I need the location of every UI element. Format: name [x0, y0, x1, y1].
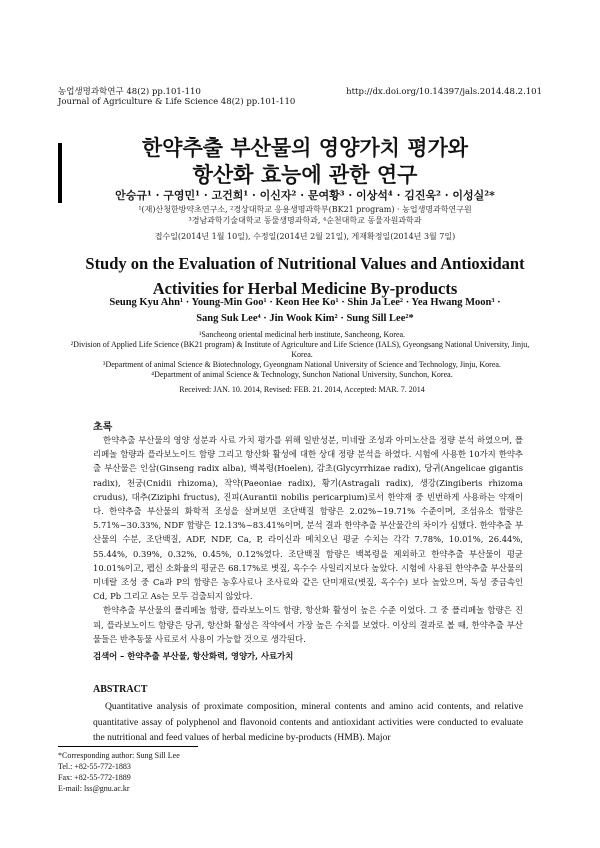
english-abstract-para1: Quantitative analysis of proximate composition, mineral contents and amino acid contents, and relative quantitative assay of polyphenol and flavonoid contents and antioxidant activities were conducted to evaluate the nutritional and feed values of herbal medicine by-products (HMB). Major [93, 701, 523, 744]
korean-keywords: 검색어 – 한약추출 부산물, 항산화력, 영양가, 사료가치 [93, 651, 294, 661]
footnote-tel: Tel.: +82-55-772-1883 [58, 762, 131, 771]
korean-abstract-body [93, 433, 523, 646]
english-dates: Received: JAN. 10. 2014, Revised: FEB. 21. 2014, Accepted: MAR. 7. 2014 [179, 385, 425, 394]
english-title-line1: Study on the Evaluation of Nutritional Values and Antioxidant [85, 254, 525, 273]
korean-authors: 안승규¹ · 구영민¹ · 고건희¹ · 이신자² · 문여황³ · 이상석⁴ · 김진욱² · 이성실²* [115, 189, 495, 202]
korean-abstract-heading: 초록 [93, 422, 113, 433]
english-affiliation-2: ²Division of Applied Life Science (BK21 program) & Institute of Agriculture and Life Science (IALS), Gyeongsang National University, Jinju, [70, 340, 530, 349]
footnote-fax: Fax: +82-55-772-1889 [58, 773, 131, 782]
english-affiliation-1: ¹Sancheong oriental medicinal herb institute, Sancheong, Korea. [198, 330, 406, 339]
doi-link[interactable]: http://dx.doi.org/10.14397/jals.2014.48.2.101 [346, 87, 542, 97]
english-affiliation-3: ³Department of animal Science & Biotechnology, Gyeongnam National University of Science and Technology, Jinju, Korea. [103, 360, 501, 369]
english-abstract-heading: ABSTRACT [93, 684, 148, 695]
english-authors-line1: Seung Kyu Ahn¹ · Young-Min Goo¹ · Keon Hee Ko¹ · Shin Ja Lee² · Yea Hwang Moon³ · [109, 297, 501, 308]
footnote-corresponding: *Corresponding author: Sung Sill Lee [58, 751, 180, 760]
english-affiliation-2-cont: Korea. [291, 350, 313, 359]
korean-abstract-para1: 한약추출 부산물의 영양 성분과 사료 가치 평가를 위해 일반성분, 미네랄 조성과 아미노산을 정량 분석 하였으며, 폴리페놀 함량과 플라보노이드 함량 그리고 항산화 활성에 대한 상대 정량 분석을 하였다. 시험에 사용한 10가지 한약추출 부산물은 인삼(Ginseng radix alba), 백복령(Hoelen), 감초(Glycyrrhizae radix), 당귀(Angelicae gigantis radix), 천궁(Cnidii rhizoma), 작약(Paeoniae radix), 황기(Astragali radix), 생강(Zingiberis rhizoma crudus), 대추(Ziziphi fructus), 진피(Aurantii nobilis pericarpium)로서 한약재 중 빈번하게 사용하는 약재이다. 한약추출 부산물의 화학적 조성을 살펴보면 조단백질 함량은 2.02%~19.71% 수준이며, 조섬유소 함량은 5.71%~30.33%, NDF 함량은 12.13%~83.41%이며, 분석 결과 한약추출 부산물간의 차이가 심했다. 한약추출 부산물의 수분, 조단백질, ADF, NDF, Ca, P, 라이신과 메치오닌 평균 수치는 각각 7.78%, 10.01%, 26.44%, 55.44%, 0.39%, 0.32%, 0.45%, 0.12%였다. 조단백질 함량은 백복령을 제외하고 한약추출 부산물이 평균 10.01%이고, 펩신 소화율의 평균은 68.17%로 볏짚, 옥수수 사일리지보다 높았다. 시험에 사용된 한약추출 부산물의 미네랄 조성 중 Ca과 P의 함량은 농후사료나 조사료와 같은 단미재료(볏짚, 옥수수) 보다 높았으며, 독성 중금속인 Cd, Pb 그리고 As는 모두 검출되지 않았다. [93, 435, 523, 602]
korean-title-line2: 항산화 효능에 관한 연구 [192, 162, 418, 187]
english-authors-line2: Sang Suk Lee⁴ · Jin Wook Kim² · Sung Sill Lee²* [196, 313, 414, 324]
english-abstract-body [93, 699, 523, 746]
korean-dates: 접수일(2014년 1월 10일), 수정일(2014년 2월 21일), 게재확정일(2014년 3월 7일) [154, 232, 456, 241]
title-accent-bar [58, 143, 62, 203]
korean-affiliation-line2: ³경남과학기술대학교 동물생명과학과, ⁴순천대학교 동물자원과학과 [188, 216, 422, 225]
korean-affiliation-line1: ¹(재)산청한방약초연구소, ²경상대학교 응용생명과학부(BK21 program) · 농업생명과학연구원 [138, 205, 472, 214]
korean-abstract-para2: 한약추출 부산물의 폴리페놀 함량, 플라보노이드 함량, 항산화 활성이 높은 수준 이었다. 그 중 폴리페놀 함량은 진피, 플라보노이드 함량은 당귀, 항산화 활성은 작약에서 가장 높은 수치를 보였다. 이상의 결과로 볼 때, 한약추출 부산물들은 반추동물 사료로서 사용이 가능할 것으로 생각된다. [93, 605, 523, 644]
english-title-line2: Activities for Herbal Medicine By-products [152, 279, 458, 298]
footnote-email[interactable]: E-mail: lss@gnu.ac.kr [58, 784, 130, 793]
journal-ko: 농업생명과학연구 48(2) pp.101-110 [58, 87, 201, 97]
korean-title-line1: 한약추출 부산물의 영양가치 평가와 [141, 135, 469, 160]
english-affiliation-4: ⁴Department of animal Science & Technology, Sunchon National University, Sunchon, Korea. [151, 370, 453, 379]
footnote-rule [58, 746, 198, 747]
journal-en: Journal of Agriculture & Life Science 48(2) pp.101-110 [58, 97, 296, 107]
